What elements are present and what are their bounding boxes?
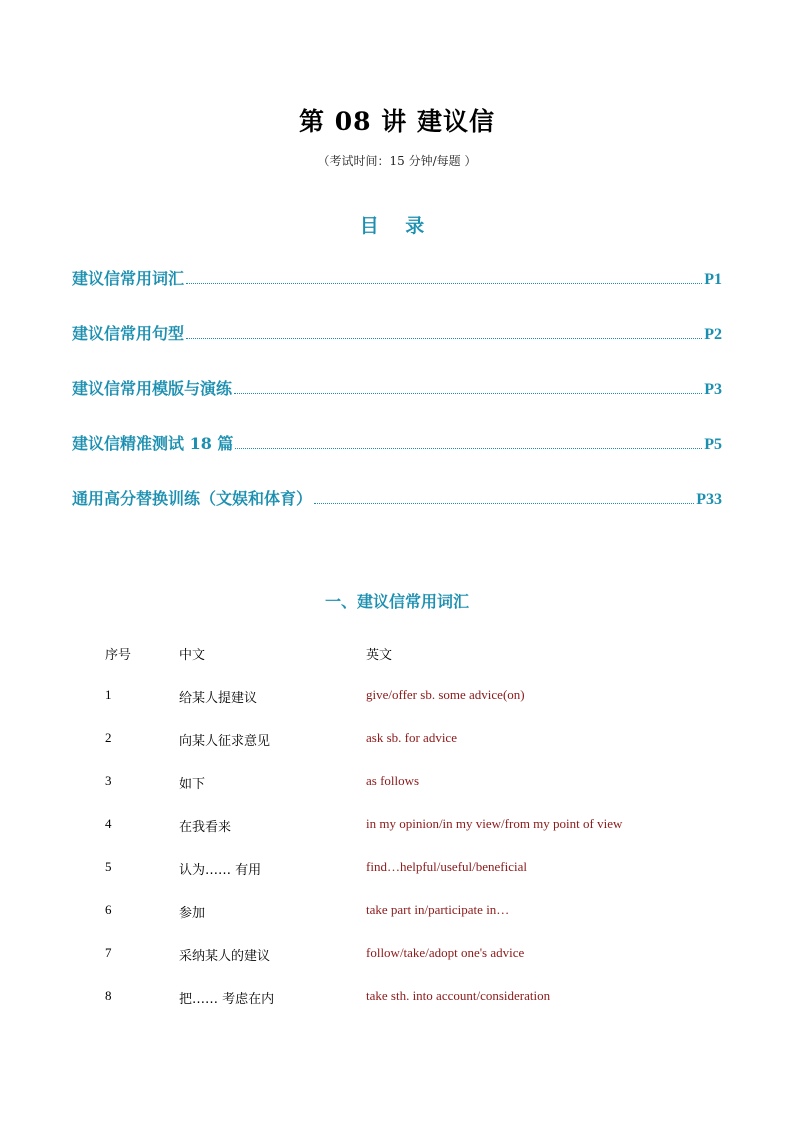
- toc-item-page: P1: [704, 271, 722, 288]
- dotted-leader: [186, 269, 702, 284]
- column-header-english: 英文: [366, 648, 393, 663]
- toc-heading: 目 录: [359, 215, 435, 237]
- table-header-row: [105, 644, 725, 668]
- toc-item-page: P5: [704, 436, 722, 453]
- row-chinese: 把…… 考虑在内: [179, 992, 275, 1007]
- toc-item-vocabulary[interactable]: [72, 266, 722, 290]
- row-chinese: 采纳某人的建议: [179, 949, 271, 964]
- row-number: 8: [105, 988, 112, 1003]
- row-number: 2: [105, 730, 112, 745]
- toc-item-label: 建议信常用词汇: [72, 269, 185, 288]
- row-english: in my opinion/in my view/from my point of view: [366, 816, 623, 831]
- page-title: 第 08 讲 建议信: [299, 107, 495, 136]
- table-row: [105, 730, 725, 754]
- toc-item-templates[interactable]: [72, 376, 722, 400]
- toc-item-replacement-training[interactable]: [72, 486, 722, 510]
- row-english: as follows: [366, 773, 420, 788]
- row-english: give/offer sb. some advice(on): [366, 687, 525, 702]
- toc-item-page: P3: [704, 381, 722, 398]
- row-chinese: 向某人征求意见: [179, 734, 271, 749]
- table-row: [105, 816, 725, 840]
- toc-item-label: 通用高分替换训练（文娱和体育）: [72, 489, 313, 508]
- column-header-number: 序号: [105, 648, 132, 663]
- row-english: ask sb. for advice: [366, 730, 457, 745]
- exam-time-note: （考试时间：15 分钟/每题 ）: [317, 154, 477, 168]
- dotted-leader: [235, 434, 702, 449]
- toc-item-label: 建议信常用模版与演练: [72, 379, 233, 398]
- table-row: [105, 687, 725, 711]
- table-row: [105, 902, 725, 926]
- row-chinese: 如下: [179, 777, 206, 792]
- toc-item-page: P33: [696, 491, 722, 508]
- section-heading: 一、建议信常用词汇: [324, 592, 469, 611]
- table-row: [105, 988, 725, 1012]
- dotted-leader: [234, 379, 702, 394]
- row-english: follow/take/adopt one's advice: [366, 945, 525, 960]
- row-number: 1: [105, 687, 112, 702]
- row-number: 3: [105, 773, 112, 788]
- toc-item-label: 建议信常用句型: [72, 324, 185, 343]
- row-number: 7: [105, 945, 112, 960]
- table-row: [105, 945, 725, 969]
- dotted-leader: [186, 324, 702, 339]
- table-row: [105, 773, 725, 797]
- dotted-leader: [314, 489, 694, 504]
- table-row: [105, 859, 725, 883]
- row-english: take sth. into account/consideration: [366, 988, 551, 1003]
- toc-item-sentences[interactable]: [72, 321, 722, 345]
- row-number: 4: [105, 816, 112, 831]
- toc-item-label: 建议信精准测试 18 篇: [72, 434, 234, 453]
- row-chinese: 认为…… 有用: [179, 863, 262, 878]
- row-chinese: 给某人提建议: [179, 691, 258, 706]
- row-chinese: 在我看来: [179, 820, 232, 835]
- row-english: take part in/participate in…: [366, 902, 510, 917]
- toc-item-tests[interactable]: [72, 431, 722, 455]
- row-number: 5: [105, 859, 112, 874]
- row-english: find…helpful/useful/beneficial: [366, 859, 528, 874]
- column-header-chinese: 中文: [179, 648, 206, 663]
- toc-item-page: P2: [704, 326, 722, 343]
- row-number: 6: [105, 902, 112, 917]
- row-chinese: 参加: [179, 906, 206, 921]
